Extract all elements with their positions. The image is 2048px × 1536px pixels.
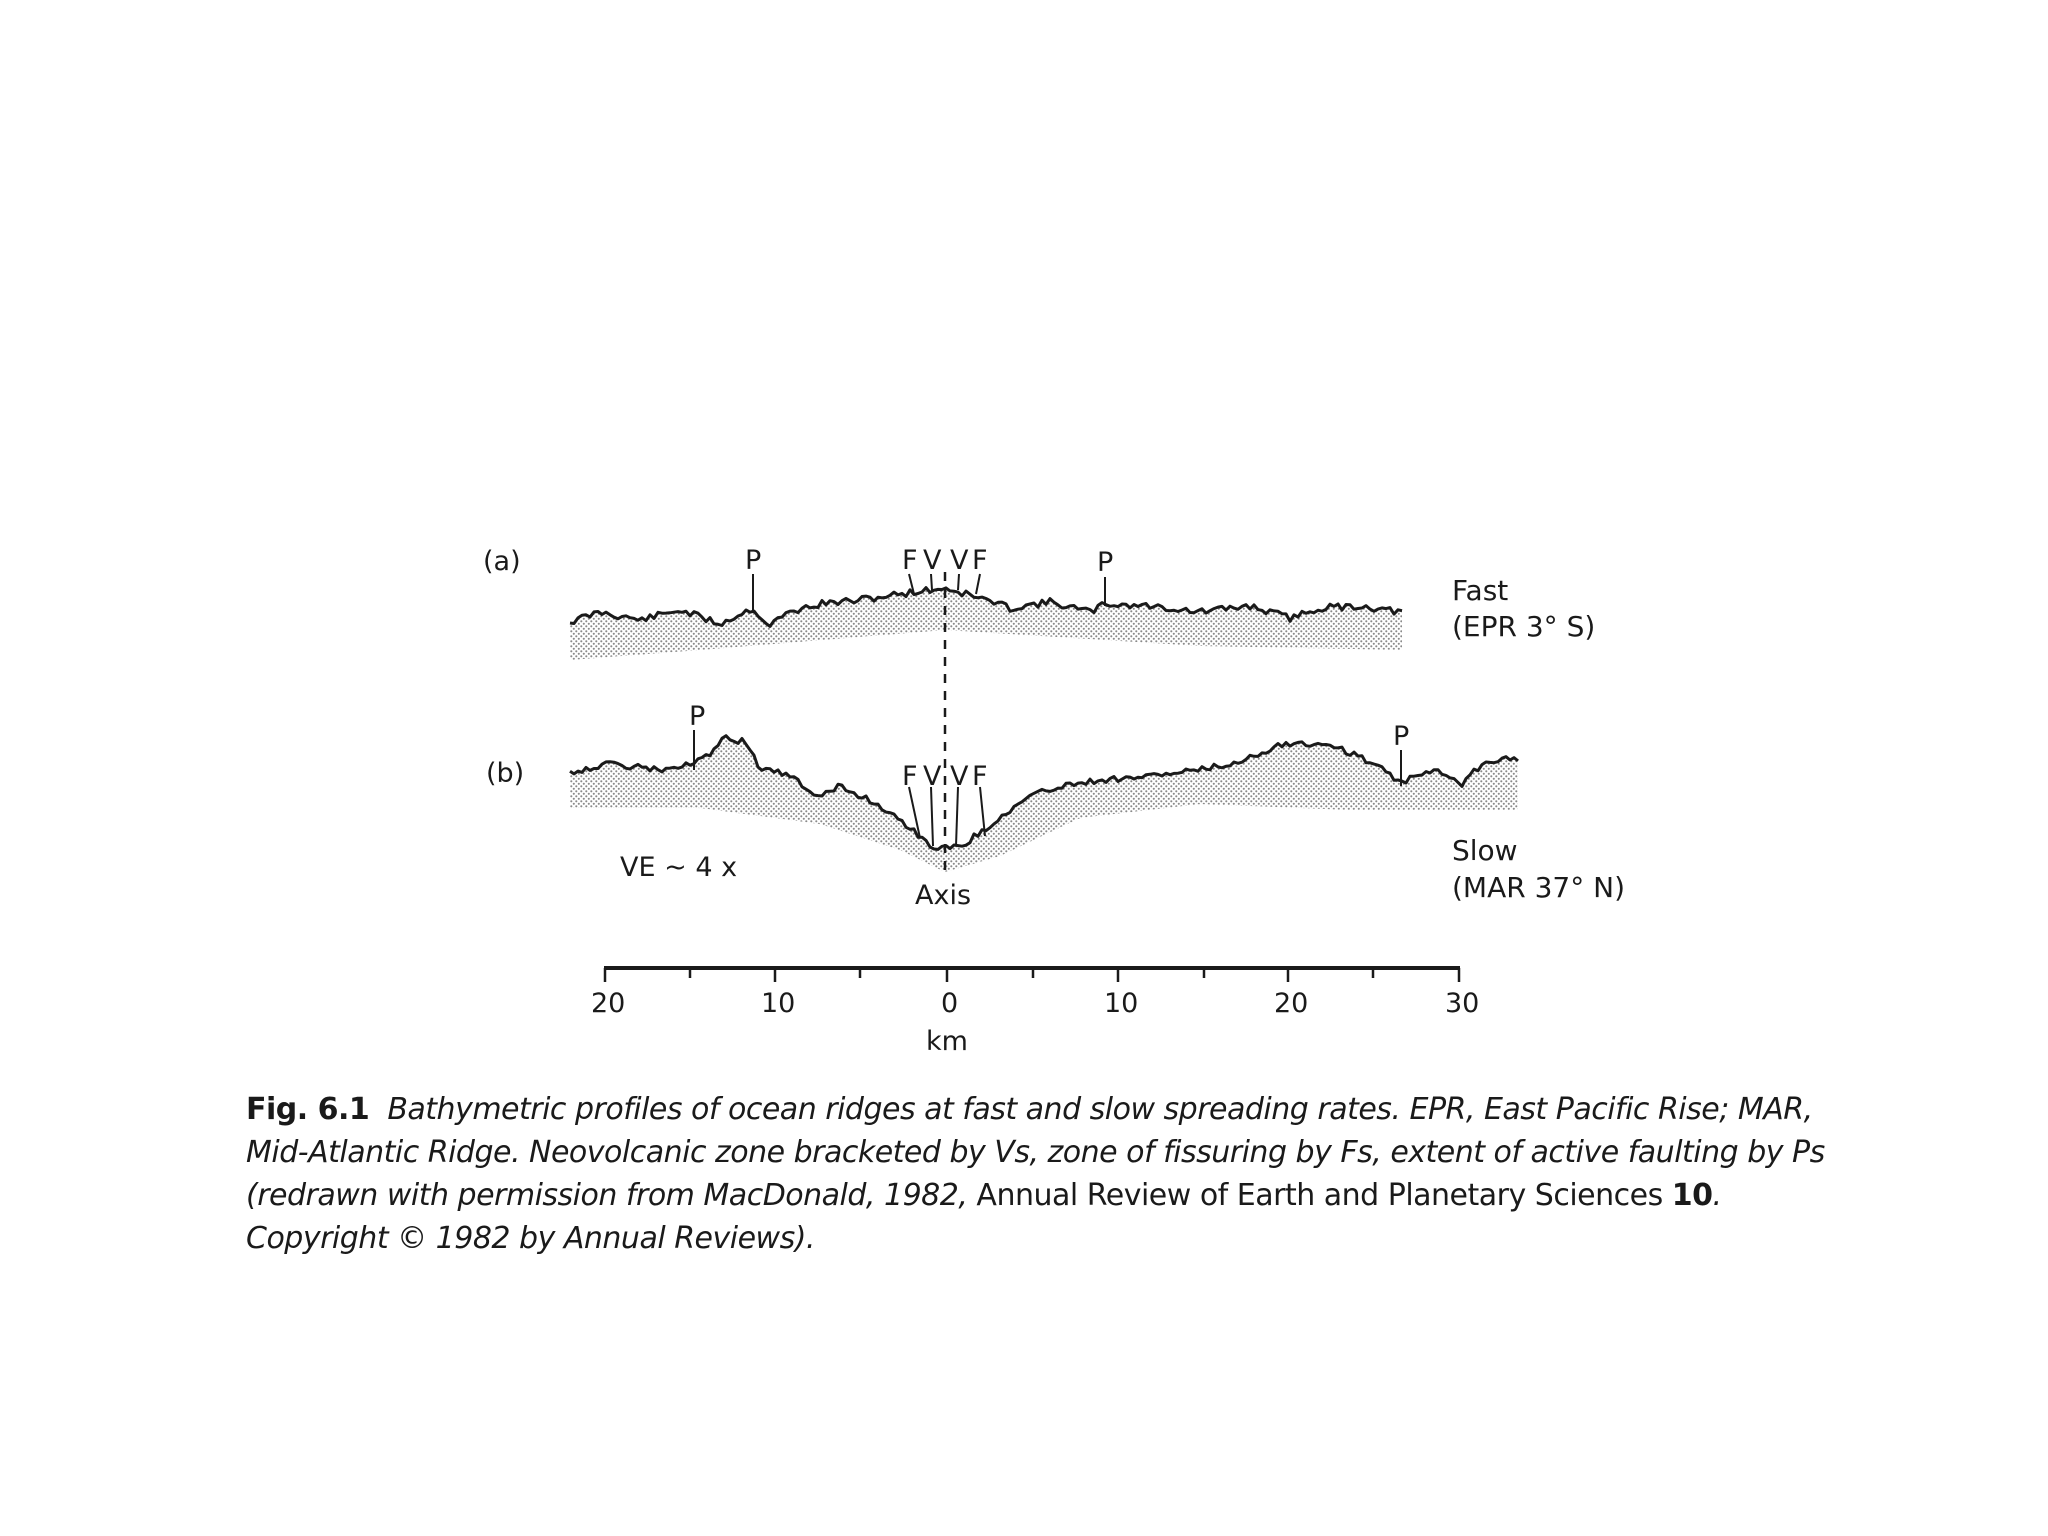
scale-tick-10-left: 10 [761,988,796,1019]
caption-label: Fig. 6.1 [246,1092,370,1127]
panel-b-name: Slow [1452,834,1518,867]
scale-tick-20-right: 20 [1274,988,1309,1019]
figure-caption [246,1088,1846,1260]
panel-b-tag: (b) [486,758,525,789]
panel-b-location: (MAR 37° N) [1452,871,1625,904]
panel-a-v-left: V [923,545,942,576]
panel-a-tag: (a) [483,546,521,577]
caption-text-main: Bathymetric profiles of ocean ridges at fast and slow spreading rates. EPR, East Pacific Rise; MAR, Mid-Atlantic Ridge. Neovolcanic zone bracketed by Vs, zone of fissuring by Fs, extent of active faulting by Ps (redrawn with permission from MacDonald, 1982, [246,1092,1825,1213]
axis-label: Axis [915,880,972,911]
caption-journal: Annual Review of Earth and Planetary Sciences [976,1178,1663,1213]
panel-a-p-right: P [1097,547,1114,578]
panel-a-f-right: F [972,545,988,576]
caption-volume: 10 [1671,1178,1713,1213]
panel-a-p-left: P [745,545,762,576]
scale-tick-0: 0 [941,988,959,1019]
scale-tick-10-right: 10 [1104,988,1139,1019]
panel-a-name: Fast [1452,574,1509,607]
panel-b-v-right: V [950,761,969,792]
panel-b-f-left: F [902,761,918,792]
scale-tick-20-left: 20 [591,988,626,1019]
panel-b-p-right: P [1393,721,1410,752]
panel-a-v-right: V [950,545,969,576]
panel-a-location: (EPR 3° S) [1452,610,1596,643]
vertical-exaggeration-label: VE ~ 4 x [620,852,738,883]
panel-b-p-left: P [689,701,706,732]
caption-text-end: . Copyright © 1982 by Annual Reviews). [246,1178,1722,1256]
panel-b-v-left: V [923,761,942,792]
scale-tick-30: 30 [1445,988,1480,1019]
panel-b-f-right: F [972,761,988,792]
km-scale-bar [604,968,1460,982]
scale-unit: km [926,1026,968,1057]
panel-a-f-left: F [902,545,918,576]
